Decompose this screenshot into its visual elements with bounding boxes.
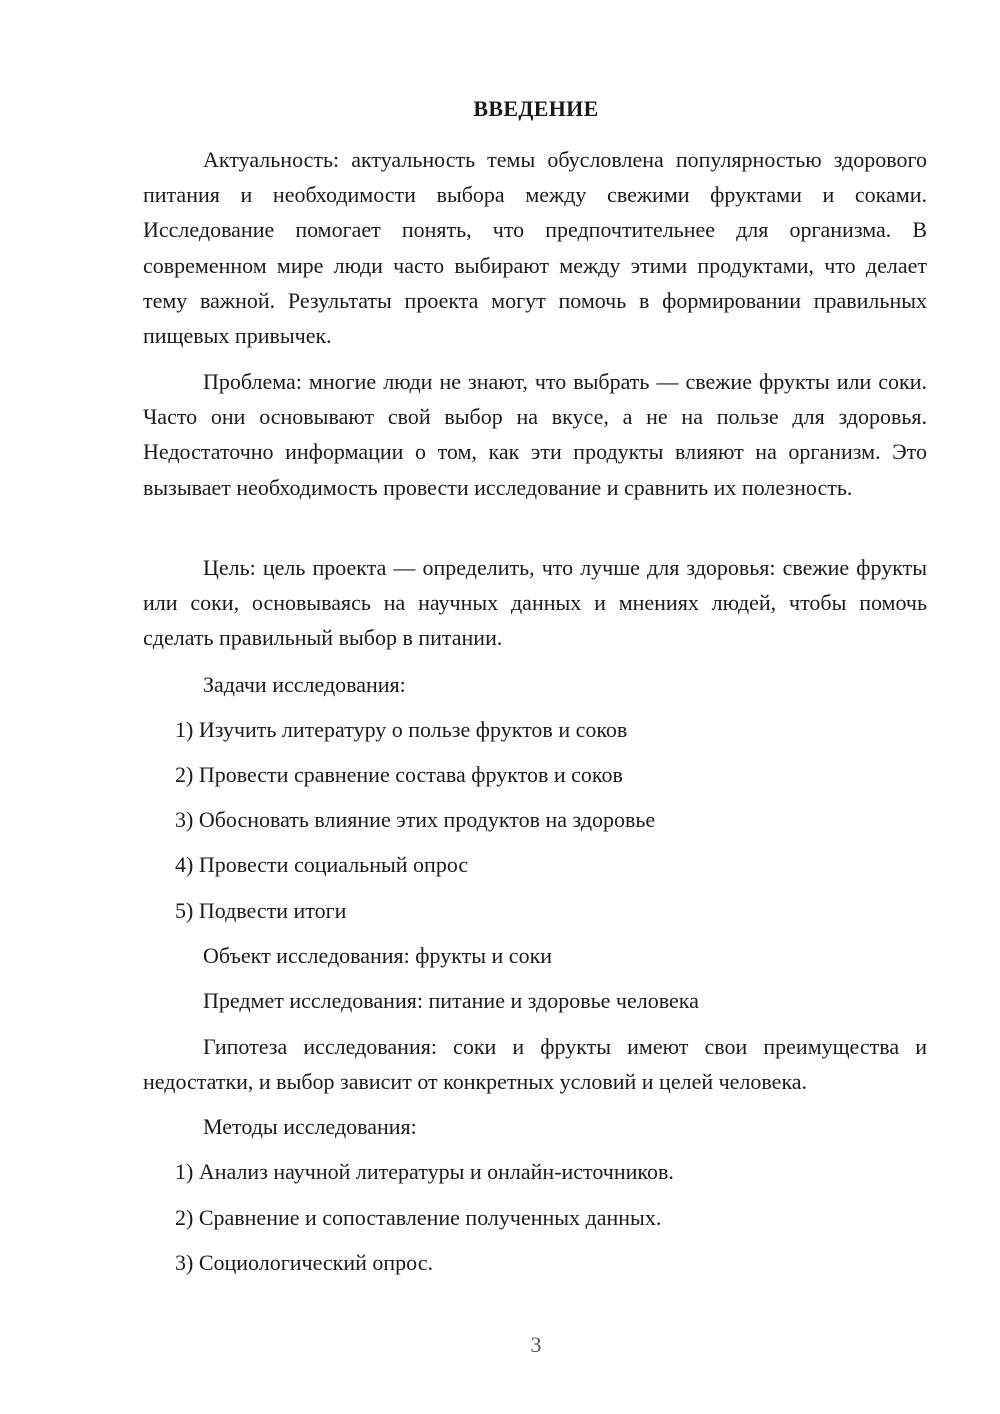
task-item: 3) Обосновать влияние этих продуктов на здоровье [175, 807, 656, 832]
goal-paragraph: Цель: цель проекта — определить, что лучше для здоровья: свежие фрукты или соки, основываясь на научных данных и мнениях людей, чтобы помочь сделать правильный выбор в питании. [143, 555, 927, 651]
methods-title: Методы исследования: [203, 1114, 417, 1139]
task-item: 5) Подвести итоги [175, 898, 347, 923]
method-item: 2) Сравнение и сопоставление полученных данных. [175, 1205, 662, 1230]
task-item: 2) Провести сравнение состава фруктов и соков [175, 762, 623, 787]
method-item: 3) Социологический опрос. [175, 1250, 433, 1275]
page-title: ВВЕДЕНИЕ [473, 96, 599, 121]
research-object: Объект исследования: фрукты и соки [203, 943, 553, 968]
page-number: 3 [530, 1332, 542, 1357]
task-item: 1) Изучить литературу о пользе фруктов и соков [175, 717, 628, 742]
task-item: 4) Провести социальный опрос [175, 852, 469, 877]
tasks-title: Задачи исследования: [203, 672, 406, 697]
relevance-paragraph: Актуальность: актуальность темы обусловлена популярностью здорового питания и необходимости выбора между свежими фруктами и соками. Исследование помогает понять, что предпочтительнее для организма. В современном мире люди часто выбирают между этими продуктами, что делает тему важной. Результаты проекта могут помочь в формировании правильных пищевых привычек. [143, 147, 927, 349]
method-item: 1) Анализ научной литературы и онлайн-источников. [175, 1159, 674, 1184]
problem-paragraph: Проблема: многие люди не знают, что выбрать — свежие фрукты или соки. Часто они основывают свой выбор на вкусе, а не на пользе для здоровья. Недостаточно информации о том, как эти продукты влияют на организм. Это вызывает необходимость провести исследование и сравнить их полезность. [143, 369, 927, 500]
hypothesis-paragraph: Гипотеза исследования: соки и фрукты имеют свои преимущества и недостатки, и выбор зависит от конкретных условий и целей человека. [143, 1034, 927, 1095]
research-subject: Предмет исследования: питание и здоровье человека [203, 988, 699, 1013]
